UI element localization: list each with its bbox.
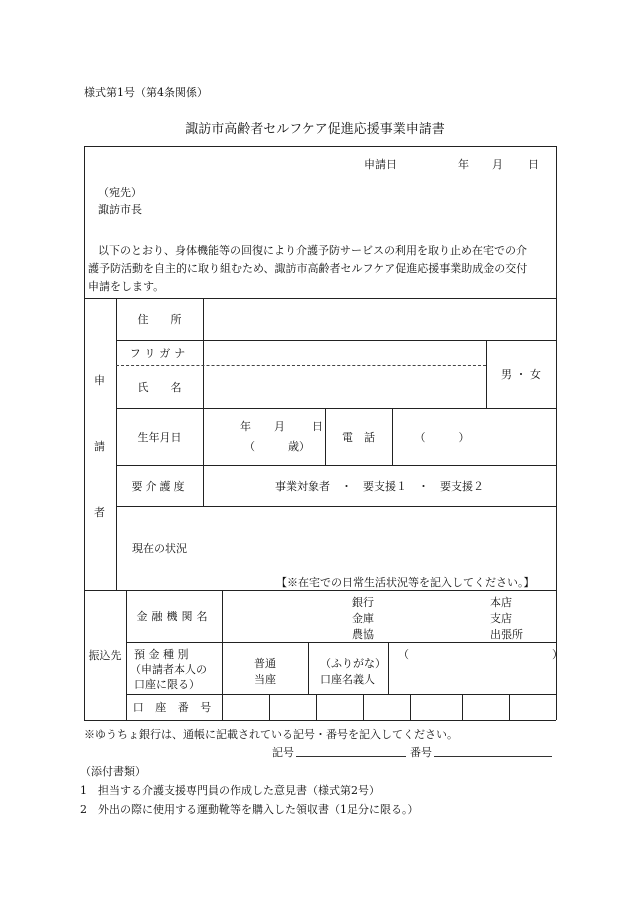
account-box-divider — [363, 694, 364, 720]
status-note: 【※在宅での日常生活状況等を記入してください。】 — [276, 576, 535, 589]
addressee-name: 諏訪市長 — [98, 203, 142, 216]
account-box-divider — [509, 694, 510, 720]
account-box-divider — [410, 694, 411, 720]
bango-underline[interactable] — [434, 756, 552, 757]
attachments-heading: （添付書類） — [80, 765, 146, 778]
deposit-divider — [308, 642, 309, 694]
attachment-item-2: 2 外出の際に使用する運動靴等を購入した領収書（1足分に限る。） — [80, 803, 419, 816]
kana-label: フリガナ — [129, 346, 190, 360]
inst-type-nokyo[interactable]: 農協 — [352, 628, 374, 641]
address-input[interactable] — [204, 299, 555, 339]
deposit-label-3: 口座に限る） — [134, 678, 200, 691]
phone-input[interactable]: （ ） — [414, 430, 470, 444]
account-number-label: 口 座 番 号 — [132, 701, 216, 714]
form-number: 様式第1号（第4条関係） — [84, 86, 208, 99]
addressee-prefix: （宛先） — [98, 186, 142, 199]
birth-label: 生年月日 — [137, 430, 182, 444]
inst-bottom-line — [126, 642, 556, 643]
holder-kana-label: （ふりがな） — [320, 657, 386, 670]
deposit-type-futsu[interactable]: 普通 — [254, 657, 276, 670]
date-month: 月 — [492, 158, 503, 171]
branch-type-shiten[interactable]: 支店 — [490, 612, 512, 625]
branch-type-honten[interactable]: 本店 — [490, 596, 512, 609]
gender-options[interactable]: 男 ・ 女 — [501, 368, 541, 381]
status-input[interactable] — [204, 507, 555, 571]
care-level-label: 要介護度 — [131, 479, 188, 493]
status-label: 現在の状況 — [132, 542, 187, 555]
address-label: 住 所 — [137, 313, 182, 326]
account-box-divider — [316, 694, 317, 720]
branch-type-shucchojo[interactable]: 出張所 — [490, 628, 523, 641]
frame-right — [556, 146, 557, 720]
frame-top — [84, 146, 556, 147]
deposit-label-1: 預 金 種 別 — [134, 648, 189, 661]
bank-label-divider — [222, 590, 223, 720]
name-input[interactable] — [204, 366, 485, 407]
intro-line-2: 護予防活動を自主的に取り組むため、諏訪市高齢者セルフケア促進応援事業助成金の交付 — [88, 262, 528, 275]
deposit-type-toza[interactable]: 当座 — [254, 673, 276, 686]
age-field[interactable]: （ 歳） — [244, 440, 310, 453]
bank-side-label: 振込先 — [88, 649, 122, 662]
birth-month: 月 — [274, 420, 285, 433]
birth-year: 年 — [240, 420, 251, 433]
yucho-note: ※ゆうちょ銀行は、通帳に記載されている記号・番号を記入してください。 — [84, 728, 458, 741]
birth-day: 日 — [312, 420, 323, 433]
application-date-label: 申請日 — [364, 158, 397, 171]
holder-kana-input[interactable]: （ ） — [398, 648, 563, 661]
applicant-side-char-1: 申 — [94, 374, 105, 387]
date-year: 年 — [458, 158, 469, 171]
bank-bottom-line — [84, 720, 556, 721]
institution-label: 金融機関名 — [136, 610, 212, 623]
holder-label: 口座名義人 — [320, 673, 375, 686]
applicant-side-char-2: 請 — [94, 440, 105, 453]
holder-divider — [388, 642, 389, 694]
kana-input[interactable] — [204, 341, 485, 364]
name-label: 氏 名 — [137, 380, 182, 394]
care-level-options[interactable]: 事業対象者 ・ 要支援１ ・ 要支援２ — [275, 479, 484, 493]
inst-type-kinko[interactable]: 金庫 — [352, 612, 374, 625]
deposit-label-2: （申請者本人の — [130, 663, 207, 676]
attachment-item-1: 1 担当する介護支援専門員の作成した意見書（様式第2号） — [80, 784, 380, 797]
intro-line-1: 以下のとおり、身体機能等の回復により介護予防サービスの利用を取り止め在宅での介 — [98, 244, 527, 257]
page-title: 諏訪市高齢者セルフケア促進応援事業申請書 — [185, 122, 445, 137]
inst-type-bank[interactable]: 銀行 — [352, 596, 374, 609]
kigo-label: 記号 — [272, 746, 294, 759]
phone-label: 電 話 — [342, 430, 375, 444]
kigo-underline[interactable] — [296, 756, 406, 757]
intro-line-3: 申請をします。 — [88, 280, 165, 293]
account-box-divider — [269, 694, 270, 720]
date-day: 日 — [528, 158, 539, 171]
bango-label: 番号 — [410, 746, 432, 759]
account-box-divider — [462, 694, 463, 720]
applicant-side-char-3: 者 — [94, 506, 105, 519]
